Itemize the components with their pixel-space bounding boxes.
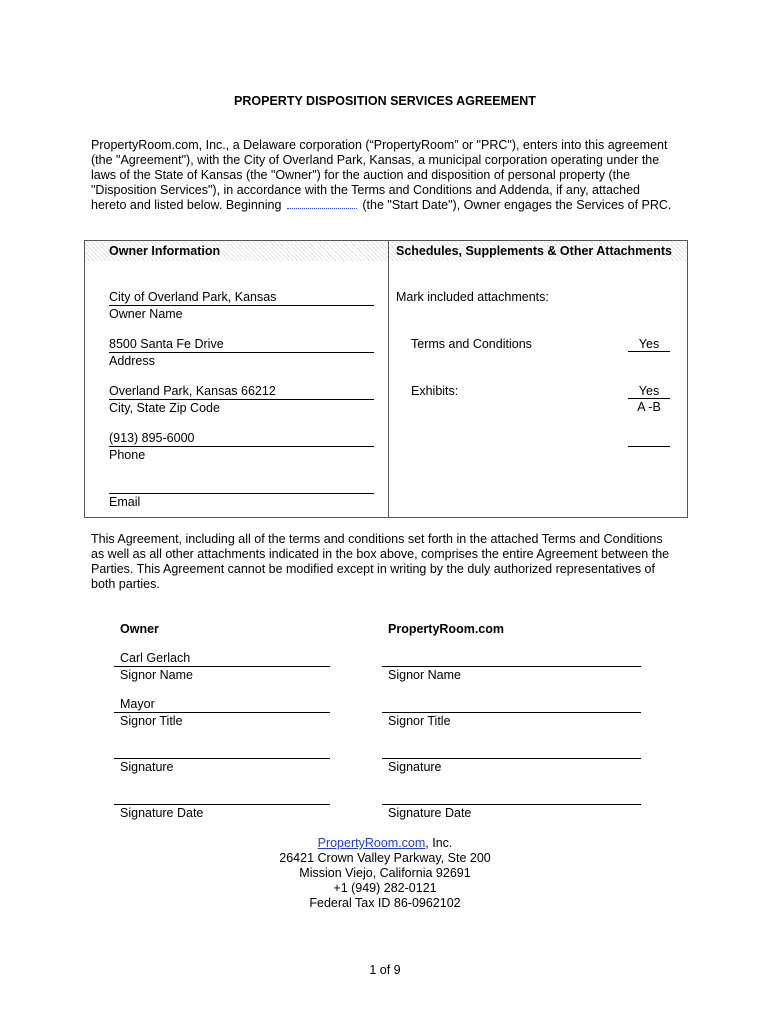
intro-paragraph: PropertyRoom.com, Inc., a Delaware corporation (“PropertyRoom” or "PRC"), enters into this agreement (the "Agreement"), with the City of Overland Park, Kansas, a municipal corporation operating under the laws of the State of Kansas (the "Owner") for the auction and disposition of personal property (the "Disposition Services"), in accordance with the Terms and Conditions and Addenda, if any, attached hereto and listed below. Beginning (the "Start Date"), Owner engages the Services of PRC. — [91, 138, 672, 212]
mark-attachments-label: Mark included attachments: — [396, 290, 549, 304]
prc-signature-date[interactable]: Signature Date — [382, 789, 641, 821]
owner-name-field[interactable]: City of Overland Park, Kansas Owner Name — [109, 290, 374, 322]
agreement-paragraph: This Agreement, including all of the terms and conditions set forth in the attached Terms and Conditions as well as all other attachments indicated in the box above, comprises the entire Agreement between the Parties. This Agreement cannot be modified except in writing by the duly authorized representatives of both parties. — [91, 532, 670, 591]
prc-signor-name[interactable]: Signor Name — [382, 651, 641, 683]
extra-attachment-field[interactable] — [628, 432, 670, 447]
prc-column-heading: PropertyRoom.com — [388, 622, 504, 636]
prc-signor-title[interactable]: Signor Title — [382, 697, 641, 729]
owner-signature[interactable]: Signature — [114, 743, 330, 775]
company-footer: PropertyRoom.com, Inc. 26421 Crown Valley Parkway, Ste 200 Mission Viejo, California 92691 +1 (949) 282-0121 Federal Tax ID 86-0962102 — [279, 836, 491, 910]
terms-label: Terms and Conditions — [411, 337, 532, 351]
terms-yes-field[interactable]: Yes — [628, 337, 670, 352]
attachments-header: Schedules, Supplements & Other Attachments — [389, 241, 687, 261]
owner-info-header: Owner Information — [85, 241, 388, 261]
owner-signature-date[interactable]: Signature Date — [114, 789, 330, 821]
start-date-blank[interactable] — [287, 198, 357, 209]
info-box — [84, 240, 688, 518]
city-state-zip-field[interactable]: Overland Park, Kansas 66212 City, State Zip Code — [109, 384, 374, 416]
owner-signor-name[interactable]: Carl Gerlach Signor Name — [114, 651, 330, 683]
box-divider — [388, 241, 389, 517]
owner-column-heading: Owner — [120, 622, 159, 636]
document-title: PROPERTY DISPOSITION SERVICES AGREEMENT — [234, 94, 536, 108]
owner-signor-title[interactable]: Mayor Signor Title — [114, 697, 330, 729]
exhibits-label: Exhibits: — [411, 384, 459, 398]
phone-field[interactable]: (913) 895-6000 Phone — [109, 431, 374, 463]
address-field[interactable]: 8500 Santa Fe Drive Address — [109, 337, 374, 369]
email-field[interactable]: Email — [109, 478, 374, 510]
exhibits-yes-field[interactable]: Yes — [628, 384, 670, 399]
page-number: 1 of 9 — [369, 963, 401, 977]
exhibits-range: A -B — [637, 400, 661, 414]
company-link[interactable]: PropertyRoom.com — [317, 836, 426, 850]
prc-signature[interactable]: Signature — [382, 743, 641, 775]
